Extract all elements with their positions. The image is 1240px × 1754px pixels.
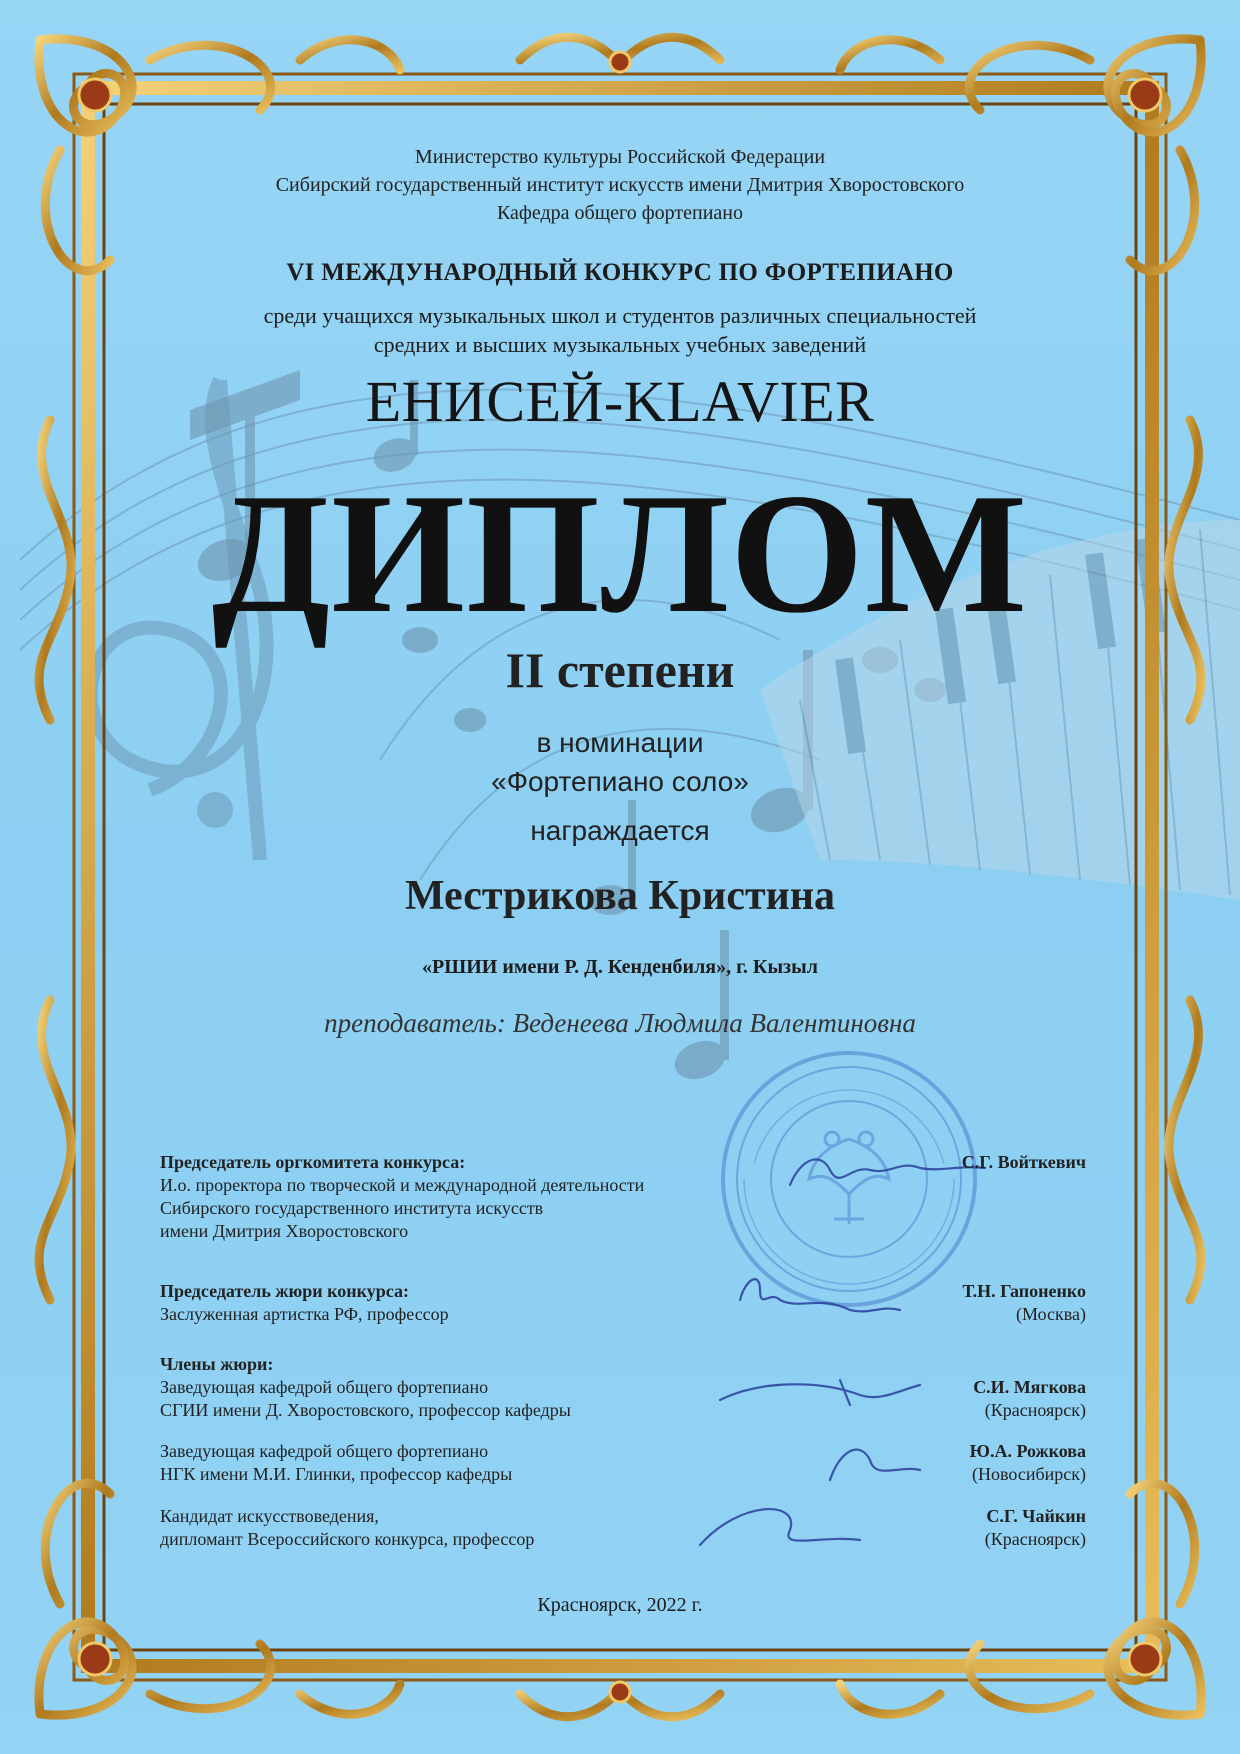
jury-chair-name: Т.Н. Гапоненко (962, 1281, 1086, 1301)
member-1-line-2: СГИИ имени Д. Хворостовского, профессор кафедры (160, 1400, 571, 1420)
teacher-label: преподаватель: (324, 1008, 506, 1038)
nomination-prefix: в номинации (536, 727, 704, 758)
jury-member-1-signature (973, 1376, 1086, 1422)
ministry-line: Министерство культуры Российской Федерации (414, 146, 826, 168)
member-1-name: С.И. Мягкова (973, 1377, 1086, 1397)
member-2-city: (Новосибирск) (972, 1464, 1086, 1484)
jury-chair-city: (Москва) (1016, 1304, 1086, 1324)
member-2-name: Ю.А. Рожкова (969, 1441, 1086, 1461)
teacher-name: Веденеева Людмила Валентиновна (512, 1008, 916, 1038)
jury-chair-heading: Председатель жюри конкурса: (160, 1281, 409, 1301)
member-3-city: (Красноярск) (984, 1529, 1086, 1549)
member-1-city: (Красноярск) (984, 1400, 1086, 1420)
jury-member-2-signature (970, 1440, 1086, 1486)
nomination-name: «Фортепиано соло» (491, 766, 749, 797)
member-3-line-1: Кандидат искусствоведения, (160, 1506, 379, 1526)
jury-member-2-block (160, 1440, 512, 1486)
jury-chair-signature (962, 1280, 1086, 1326)
org-chair-block (160, 1151, 644, 1243)
recipient-name: Местрикова Кристина (404, 873, 836, 919)
member-1-line-1: Заведующая кафедрой общего фортепиано (160, 1377, 489, 1397)
institute-line: Сибирский государственный институт искусств имени Дмитрия Хворостовского (275, 174, 965, 196)
recipient-school: «РШИИ имени Р. Д. Кенденбиля», г. Кызыл (422, 956, 818, 978)
jury-chair-block (160, 1280, 449, 1326)
contest-title: VI МЕЖДУНАРОДНЫЙ КОНКУРС ПО ФОРТЕПИАНО (286, 259, 954, 286)
contest-subtitle-1: среди учащихся музыкальных школ и студентов различных специальностей (263, 303, 977, 328)
jury-member-1-block (160, 1353, 571, 1422)
jury-member-3-signature (985, 1505, 1086, 1551)
member-2-line-2: НГК имени М.И. Глинки, профессор кафедры (160, 1464, 513, 1484)
org-chair-heading: Председатель оргкомитета конкурса: (160, 1152, 466, 1172)
contest-brand: ЕНИСЕЙ-KLAVIER (365, 369, 875, 434)
org-chair-signature (962, 1151, 1086, 1174)
diploma-degree: II степени (505, 642, 735, 698)
member-2-line-1: Заведующая кафедрой общего фортепиано (160, 1441, 489, 1461)
jury-chair-line-1: Заслуженная артистка РФ, профессор (160, 1304, 449, 1324)
jury-member-3-block (160, 1505, 534, 1551)
place-date: Красноярск, 2022 г. (537, 1594, 703, 1616)
org-chair-name: С.Г. Войткевич (961, 1152, 1086, 1172)
contest-subtitle-2: средних и высших музыкальных учебных заведений (373, 332, 867, 357)
member-3-line-2: дипломант Всероссийского конкурса, профессор (160, 1529, 535, 1549)
org-chair-line-2: Сибирского государственного института искусств (160, 1198, 544, 1218)
org-chair-line-1: И.о. проректора по творческой и международной деятельности (160, 1175, 645, 1195)
jury-members-heading: Члены жюри: (160, 1354, 274, 1374)
org-chair-line-3: имени Дмитрия Хворостовского (160, 1221, 409, 1241)
department-line: Кафедра общего фортепиано (496, 202, 744, 224)
diploma-title: ДИПЛОМ (211, 459, 1029, 649)
member-3-name: С.Г. Чайкин (986, 1506, 1086, 1526)
awarded-label: награждается (530, 815, 710, 846)
